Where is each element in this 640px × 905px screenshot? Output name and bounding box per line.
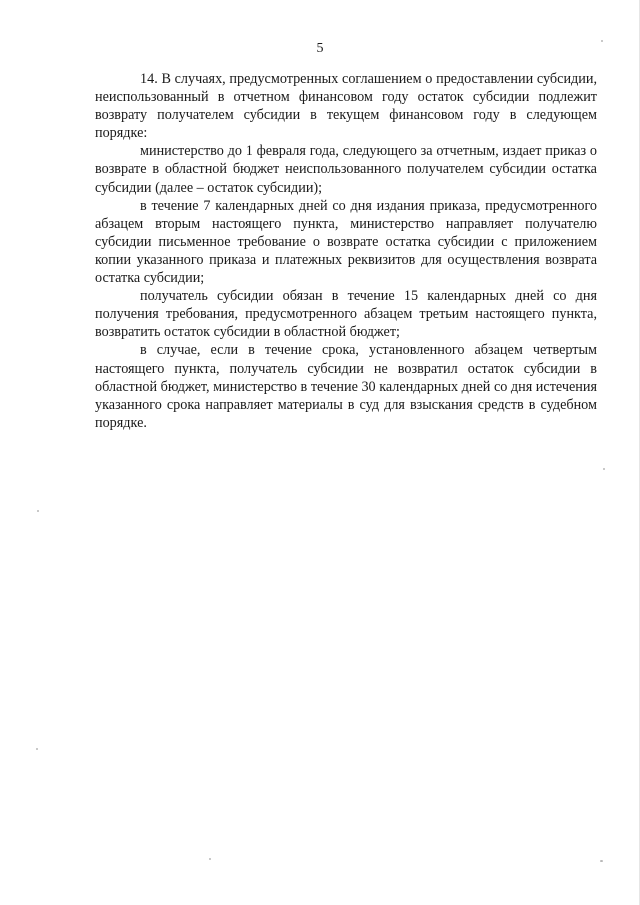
scan-speck <box>36 748 38 750</box>
scan-speck <box>601 40 603 42</box>
document-body <box>95 70 597 432</box>
scan-speck <box>600 860 603 862</box>
paragraph-clause-14: 14. В случаях, предусмотренных соглашением о предоставлении субсидии, неиспользованный в отчетном финансовом году остаток субсидии подлежит возврату получателем субсидии в текущем финансовом году в следующем порядке: <box>95 71 597 142</box>
paragraph-ministry-order: министерство до 1 февраля года, следующего за отчетным, издает приказ о возврате в областной бюджет неиспользованного получателем субсидии остатка субсидии (далее – остаток субсидии); <box>95 143 597 196</box>
scan-speck <box>603 468 605 470</box>
scan-speck <box>37 510 39 512</box>
scan-speck <box>209 858 211 860</box>
paragraph-recipient-obligation: получатель субсидии обязан в течение 15 календарных дней со дня получения требования, предусмотренного абзацем третьим настоящего пункта, возвратить остаток субсидии в областной бюджет; <box>95 288 597 341</box>
paragraph-court-recovery: в случае, если в течение срока, установленного абзацем четвертым настоящего пункта, получатель субсидии не возвратил остаток субсидии в областной бюджет, министерство в течение 30 календарных дней со дня истечения указанного срока направляет материалы в суд для взыскания средств в судебном порядке. <box>95 342 597 431</box>
page-number: 5 <box>316 41 324 56</box>
paragraph-written-demand: в течение 7 календарных дней со дня издания приказа, предусмотренного абзацем вторым настоящего пункта, министерство направляет получателю субсидии письменное требование о возврате остатка субсидии с приложением копии указанного приказа и платежных реквизитов для осуществления возврата остатка субсидии; <box>95 197 597 287</box>
